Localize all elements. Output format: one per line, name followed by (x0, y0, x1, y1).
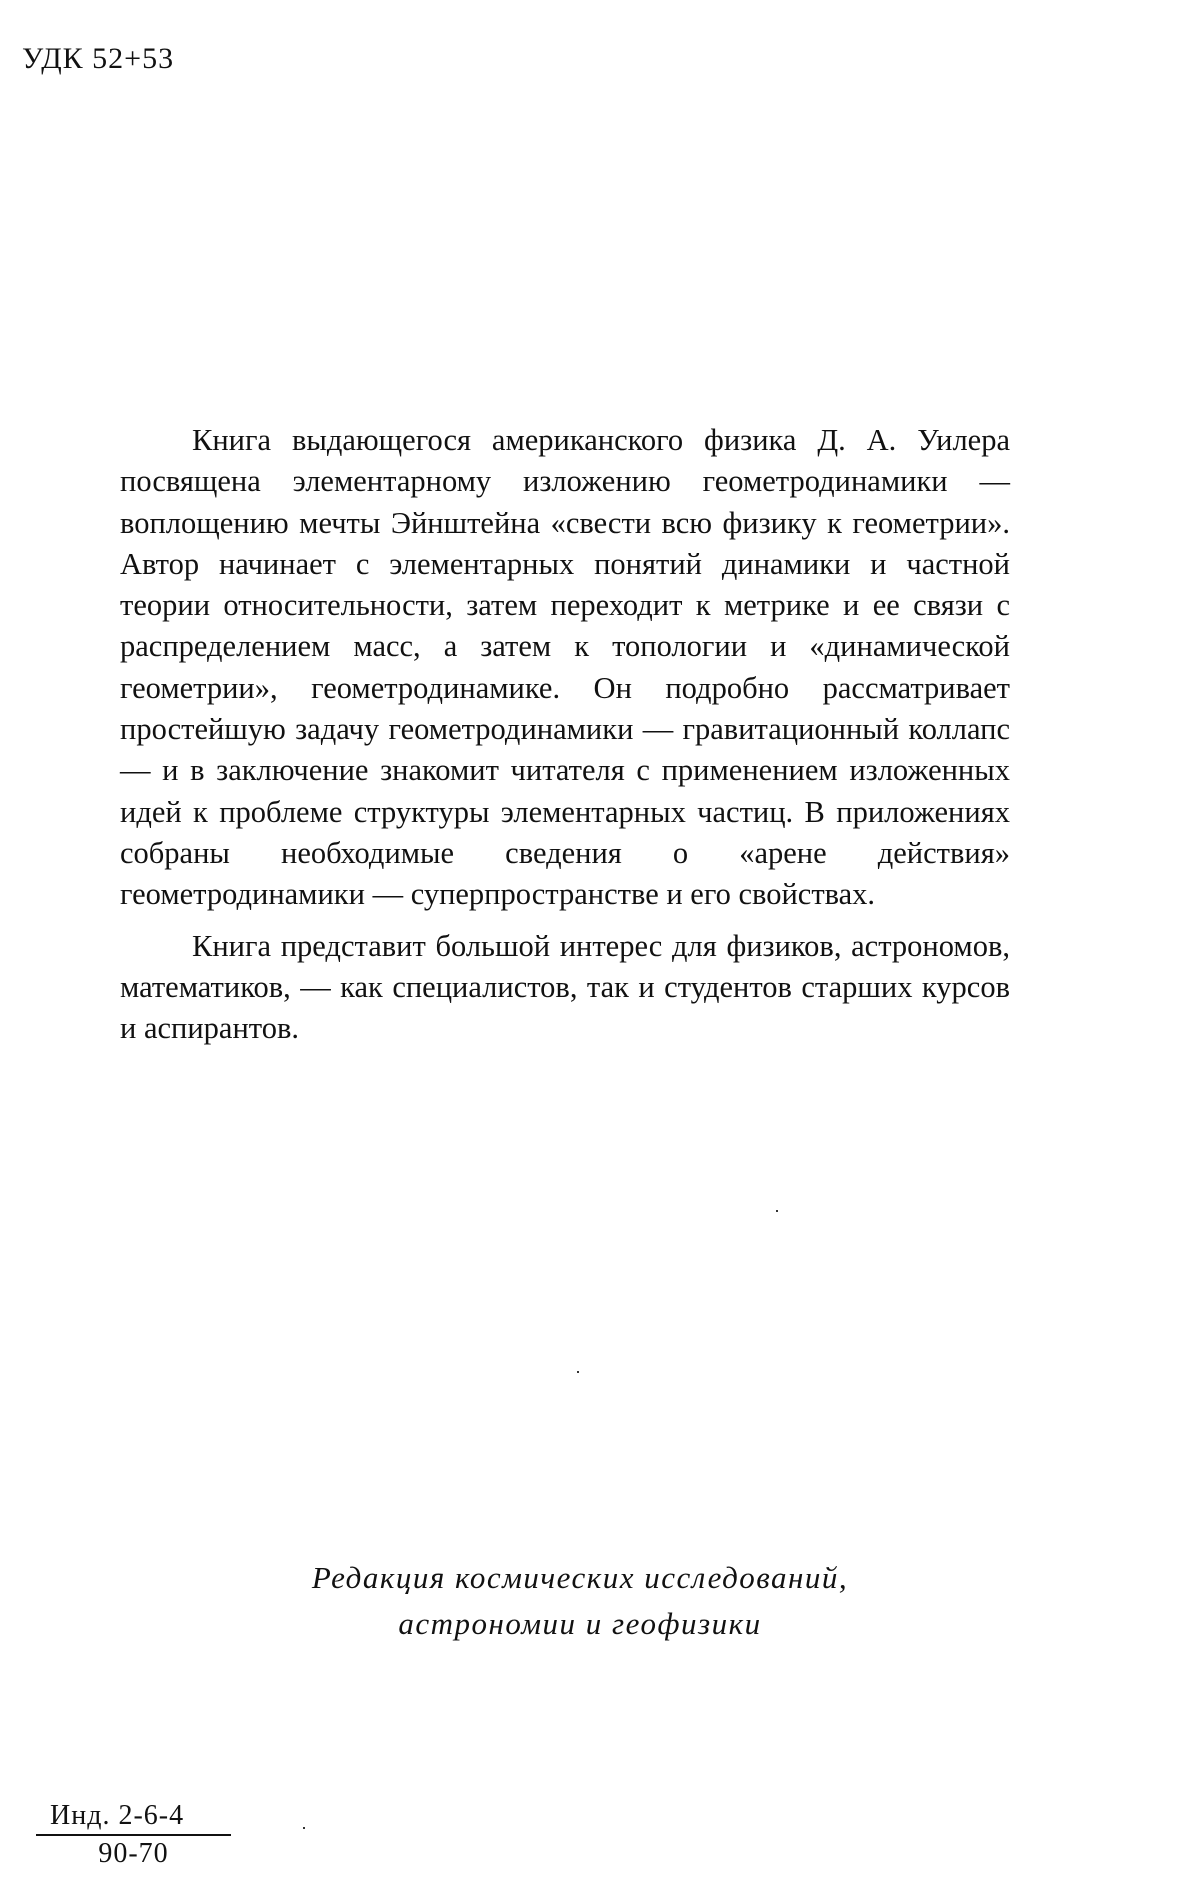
index-numerator: Инд. 2-6-4 (36, 1800, 231, 1836)
print-speck (776, 1210, 778, 1212)
udc-code: УДК 52+53 (22, 42, 175, 75)
annotation-paragraph: Книга представит большой интерес для физиков, астрономов, математиков, — как специалистов, так и студентов старших курсов и аспирантов. (120, 928, 1010, 1046)
annotation-text (120, 420, 1010, 1049)
annotation-paragraph: Книга выдающегося американского физика Д. А. Уилера посвящена элементарному изложению геометродинамики — воплощению мечты Эйнштейна «свести всю физику к геометрии». Автор начинает с элементарных понятий динамики и частной теории относительности, затем переходит к метрике и ее связи с распределением масс, а затем к топологии и «динамической геометрии», геометродинамике. Он подробно рассматривает простейшую задачу геометродинамики — гравитационный коллапс — и в заключение знакомит читателя с применением изложенных идей к проблеме структуры элементарных частиц. В приложениях собраны необходимые сведения о «арене действия» геометродинамики — суперпространстве и его свойствах. (120, 423, 1010, 912)
print-speck (303, 1827, 305, 1829)
editorial-office (200, 1555, 960, 1647)
index-denominator: 90-70 (98, 1838, 169, 1869)
editorial-line: астрономии и геофизики (398, 1606, 762, 1641)
editorial-line: Редакция космических исследований, (311, 1560, 849, 1595)
publication-index (36, 1800, 231, 1870)
print-speck (577, 1371, 579, 1373)
